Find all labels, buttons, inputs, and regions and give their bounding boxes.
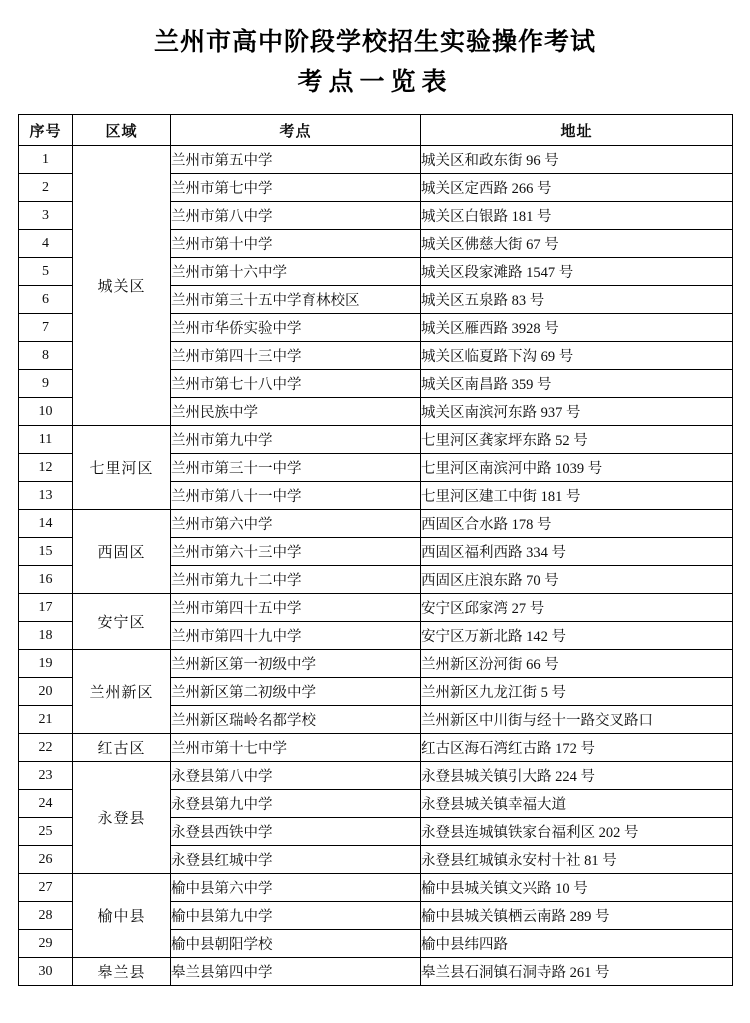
cell-address: 城关区和政东街 96 号 — [421, 146, 733, 174]
cell-address: 城关区白银路 181 号 — [421, 202, 733, 230]
cell-no: 29 — [19, 930, 73, 958]
cell-site: 兰州市第八十一中学 — [171, 482, 421, 510]
cell-no: 17 — [19, 594, 73, 622]
cell-address: 西固区福利西路 334 号 — [421, 538, 733, 566]
cell-site: 兰州市第十六中学 — [171, 258, 421, 286]
cell-site: 兰州民族中学 — [171, 398, 421, 426]
cell-address: 城关区段家滩路 1547 号 — [421, 258, 733, 286]
page-title-line1: 兰州市高中阶段学校招生实验操作考试 — [153, 28, 596, 56]
column-header-addr: 地址 — [421, 115, 733, 146]
cell-site: 兰州市第三十五中学育林校区 — [171, 286, 421, 314]
table-row — [19, 146, 733, 174]
cell-no: 7 — [19, 314, 73, 342]
cell-site: 兰州市华侨实验中学 — [171, 314, 421, 342]
cell-area: 皋兰县 — [73, 958, 171, 986]
cell-site: 兰州市第六中学 — [171, 510, 421, 538]
cell-no: 23 — [19, 762, 73, 790]
exam-sites-table — [18, 114, 733, 986]
cell-address: 兰州新区九龙江街 5 号 — [421, 678, 733, 706]
cell-address: 城关区五泉路 83 号 — [421, 286, 733, 314]
column-header-site: 考点 — [171, 115, 421, 146]
cell-site: 兰州市第七中学 — [171, 174, 421, 202]
cell-site: 兰州新区第一初级中学 — [171, 650, 421, 678]
cell-address: 安宁区万新北路 142 号 — [421, 622, 733, 650]
cell-area: 永登县 — [73, 762, 171, 874]
cell-no: 22 — [19, 734, 73, 762]
table-row — [19, 650, 733, 678]
cell-site: 兰州市第四十三中学 — [171, 342, 421, 370]
cell-area: 七里河区 — [73, 426, 171, 510]
cell-area: 兰州新区 — [73, 650, 171, 734]
cell-address: 城关区雁西路 3928 号 — [421, 314, 733, 342]
cell-area: 城关区 — [73, 146, 171, 426]
cell-address: 永登县连城镇铁家台福利区 202 号 — [421, 818, 733, 846]
cell-site: 兰州市第九中学 — [171, 426, 421, 454]
cell-no: 8 — [19, 342, 73, 370]
cell-no: 24 — [19, 790, 73, 818]
cell-site: 皋兰县第四中学 — [171, 958, 421, 986]
cell-no: 13 — [19, 482, 73, 510]
cell-address: 永登县城关镇幸福大道 — [421, 790, 733, 818]
cell-site: 兰州市第四十九中学 — [171, 622, 421, 650]
cell-no: 18 — [19, 622, 73, 650]
cell-address: 城关区定西路 266 号 — [421, 174, 733, 202]
cell-area: 安宁区 — [73, 594, 171, 650]
cell-address: 兰州新区中川街与经十一路交叉路口 — [421, 706, 733, 734]
cell-address: 城关区临夏路下沟 69 号 — [421, 342, 733, 370]
cell-site: 兰州市第十中学 — [171, 230, 421, 258]
cell-no: 11 — [19, 426, 73, 454]
cell-site: 兰州市第八中学 — [171, 202, 421, 230]
cell-no: 30 — [19, 958, 73, 986]
table-row — [19, 594, 733, 622]
cell-address: 安宁区邱家湾 27 号 — [421, 594, 733, 622]
cell-no: 5 — [19, 258, 73, 286]
cell-site: 永登县西铁中学 — [171, 818, 421, 846]
cell-no: 20 — [19, 678, 73, 706]
cell-no: 26 — [19, 846, 73, 874]
cell-no: 14 — [19, 510, 73, 538]
cell-site: 兰州新区瑞岭名都学校 — [171, 706, 421, 734]
table-body — [19, 146, 733, 986]
cell-site: 榆中县第九中学 — [171, 902, 421, 930]
cell-no: 1 — [19, 146, 73, 174]
cell-area: 红古区 — [73, 734, 171, 762]
table-header-row — [19, 115, 733, 146]
cell-no: 3 — [19, 202, 73, 230]
cell-address: 榆中县城关镇文兴路 10 号 — [421, 874, 733, 902]
cell-no: 15 — [19, 538, 73, 566]
cell-area: 西固区 — [73, 510, 171, 594]
cell-address: 七里河区龚家坪东路 52 号 — [421, 426, 733, 454]
cell-no: 2 — [19, 174, 73, 202]
cell-site: 永登县第八中学 — [171, 762, 421, 790]
cell-area: 榆中县 — [73, 874, 171, 958]
cell-no: 25 — [19, 818, 73, 846]
cell-address: 七里河区南滨河中路 1039 号 — [421, 454, 733, 482]
cell-site: 榆中县第六中学 — [171, 874, 421, 902]
cell-no: 4 — [19, 230, 73, 258]
cell-site: 兰州市第九十二中学 — [171, 566, 421, 594]
cell-site: 永登县第九中学 — [171, 790, 421, 818]
table-row — [19, 958, 733, 986]
cell-address: 西固区庄浪东路 70 号 — [421, 566, 733, 594]
cell-no: 9 — [19, 370, 73, 398]
cell-no: 21 — [19, 706, 73, 734]
cell-address: 永登县城关镇引大路 224 号 — [421, 762, 733, 790]
cell-address: 兰州新区汾河街 66 号 — [421, 650, 733, 678]
cell-address: 七里河区建工中街 181 号 — [421, 482, 733, 510]
cell-no: 12 — [19, 454, 73, 482]
cell-address: 城关区南滨河东路 937 号 — [421, 398, 733, 426]
cell-site: 兰州市第七十八中学 — [171, 370, 421, 398]
page-title — [18, 22, 732, 102]
column-header-area: 区域 — [73, 115, 171, 146]
cell-address: 皋兰县石洞镇石洞寺路 261 号 — [421, 958, 733, 986]
cell-site: 兰州市第五中学 — [171, 146, 421, 174]
cell-site: 兰州市第四十五中学 — [171, 594, 421, 622]
cell-site: 榆中县朝阳学校 — [171, 930, 421, 958]
cell-address: 榆中县城关镇栖云南路 289 号 — [421, 902, 733, 930]
cell-no: 28 — [19, 902, 73, 930]
cell-address: 城关区佛慈大街 67 号 — [421, 230, 733, 258]
cell-address: 榆中县纬四路 — [421, 930, 733, 958]
column-header-no: 序号 — [19, 115, 73, 146]
table-row — [19, 762, 733, 790]
cell-address: 城关区南昌路 359 号 — [421, 370, 733, 398]
page-title-line2: 考点一览表 — [297, 68, 453, 96]
cell-no: 10 — [19, 398, 73, 426]
cell-no: 16 — [19, 566, 73, 594]
cell-site: 永登县红城中学 — [171, 846, 421, 874]
table-row — [19, 510, 733, 538]
table-row — [19, 734, 733, 762]
cell-address: 红古区海石湾红古路 172 号 — [421, 734, 733, 762]
table-row — [19, 426, 733, 454]
table-row — [19, 874, 733, 902]
cell-site: 兰州市第六十三中学 — [171, 538, 421, 566]
cell-no: 27 — [19, 874, 73, 902]
cell-no: 6 — [19, 286, 73, 314]
cell-address: 永登县红城镇永安村十社 81 号 — [421, 846, 733, 874]
cell-site: 兰州市第十七中学 — [171, 734, 421, 762]
cell-no: 19 — [19, 650, 73, 678]
cell-site: 兰州新区第二初级中学 — [171, 678, 421, 706]
cell-site: 兰州市第三十一中学 — [171, 454, 421, 482]
cell-address: 西固区合水路 178 号 — [421, 510, 733, 538]
